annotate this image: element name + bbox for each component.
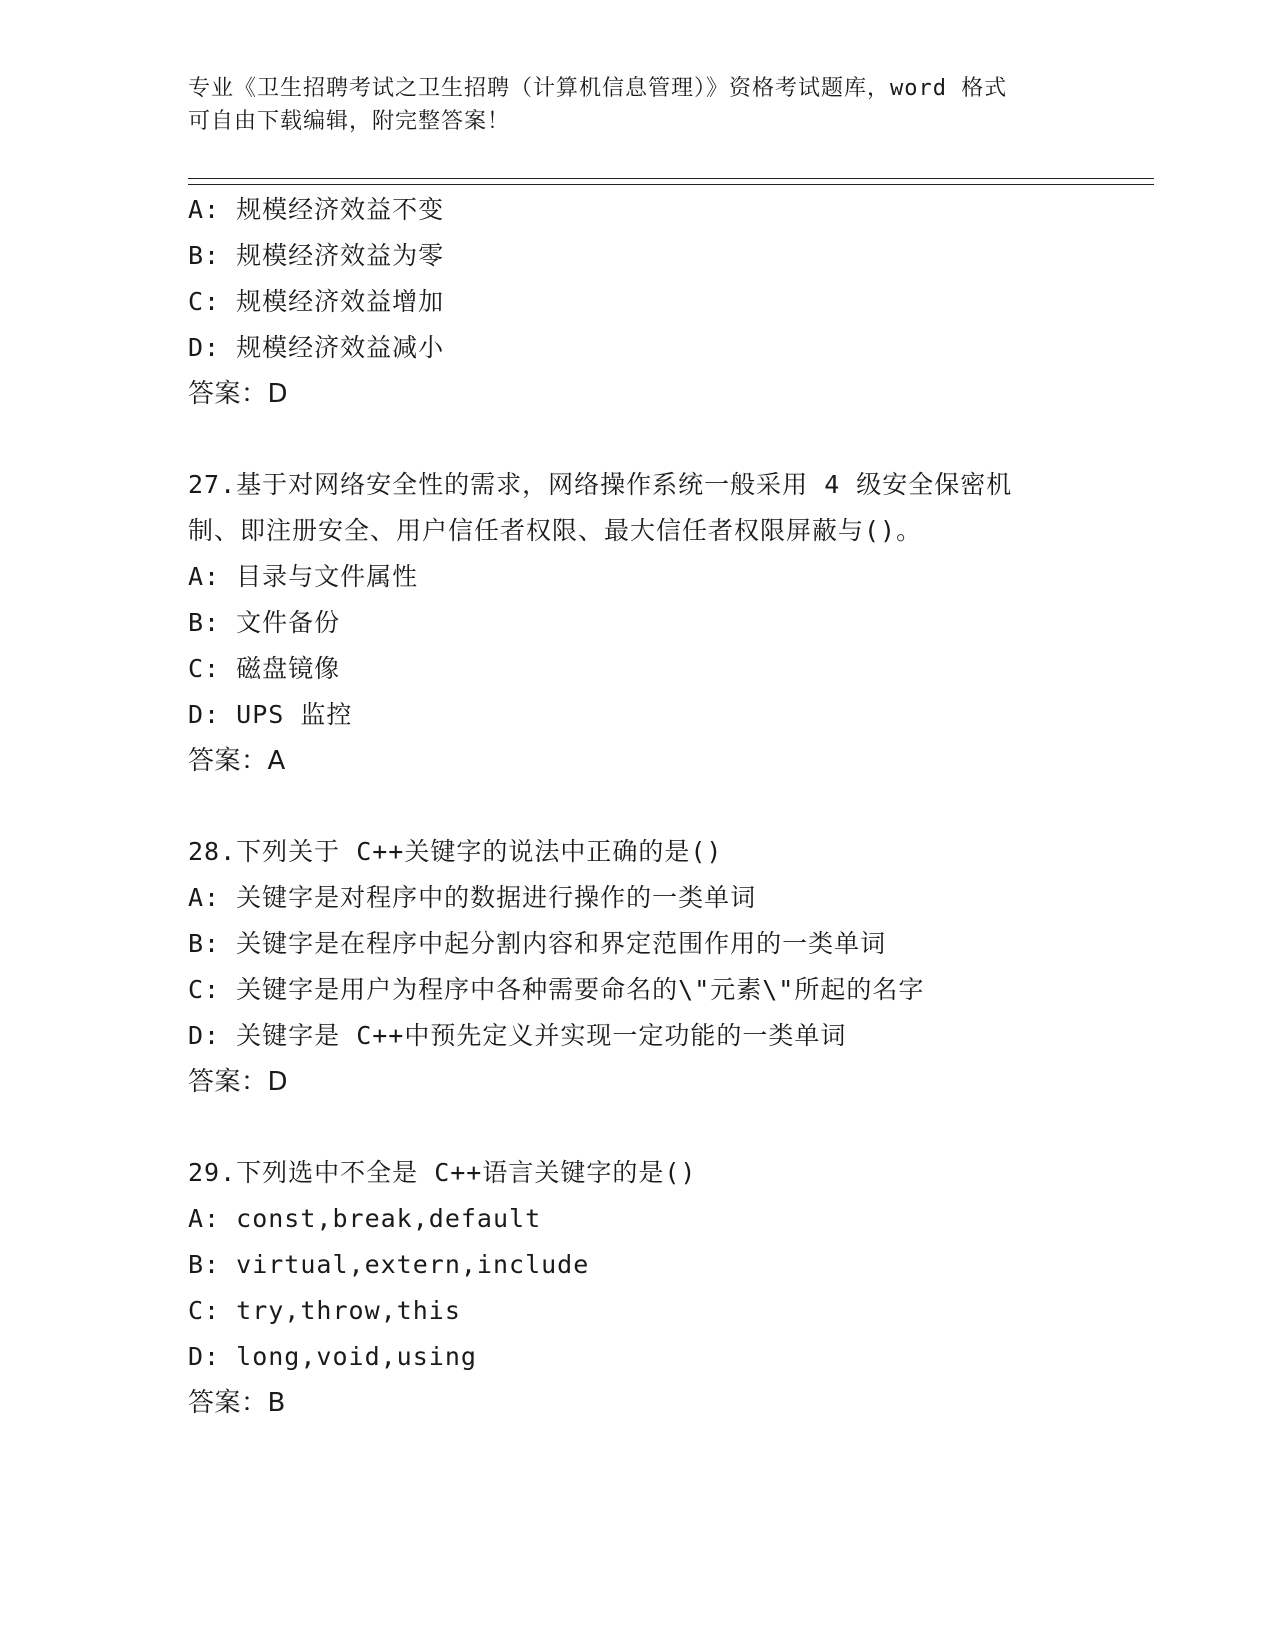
option-a: A: 目录与文件属性 bbox=[188, 562, 419, 591]
header-rule-bottom bbox=[188, 184, 1154, 185]
header-line-1: 专业《卫生招聘考试之卫生招聘（计算机信息管理）》资格考试题库，word 格式 bbox=[188, 76, 1008, 101]
option-d: D: 规模经济效益减小 bbox=[188, 333, 445, 362]
option-a: A: const,break,default bbox=[188, 1204, 542, 1233]
option-a: A: 规模经济效益不变 bbox=[188, 195, 445, 224]
option-c: C: try,throw,this bbox=[188, 1296, 461, 1325]
option-b: B: 文件备份 bbox=[188, 608, 341, 637]
option-c: C: 规模经济效益增加 bbox=[188, 287, 445, 316]
question-29-block bbox=[188, 1150, 1168, 1426]
header-line-2: 可自由下载编辑，附完整答案！ bbox=[188, 109, 511, 134]
option-d: D: long,void,using bbox=[188, 1342, 477, 1371]
option-a: A: 关键字是对程序中的数据进行操作的一类单词 bbox=[188, 883, 757, 912]
question-stem: 29.下列选中不全是 C++语言关键字的是() bbox=[188, 1158, 697, 1187]
spacer bbox=[188, 1105, 1168, 1150]
answer: 答案：A bbox=[188, 746, 286, 776]
option-b: B: 规模经济效益为零 bbox=[188, 241, 445, 270]
page-header bbox=[188, 72, 1088, 138]
question-stem-continued: 制、即注册安全、用户信任者权限、最大信任者权限屏蔽与()。 bbox=[188, 516, 923, 545]
option-c: C: 磁盘镜像 bbox=[188, 654, 341, 683]
question-27-block bbox=[188, 462, 1168, 784]
question-28-block bbox=[188, 829, 1168, 1105]
question-26-block bbox=[188, 187, 1168, 417]
option-d: D: 关键字是 C++中预先定义并实现一定功能的一类单词 bbox=[188, 1021, 847, 1050]
option-b: B: 关键字是在程序中起分割内容和界定范围作用的一类单词 bbox=[188, 929, 887, 958]
question-stem: 27.基于对网络安全性的需求，网络操作系统一般采用 4 级安全保密机 bbox=[188, 470, 1013, 499]
answer: 答案：D bbox=[188, 1067, 289, 1097]
answer: 答案：B bbox=[188, 1388, 286, 1418]
spacer bbox=[188, 784, 1168, 829]
spacer bbox=[188, 417, 1168, 462]
answer: 答案：D bbox=[188, 379, 289, 409]
option-d: D: UPS 监控 bbox=[188, 700, 353, 729]
header-rule-top bbox=[188, 178, 1154, 179]
question-stem: 28.下列关于 C++关键字的说法中正确的是() bbox=[188, 837, 723, 866]
document-body bbox=[188, 187, 1168, 1426]
option-c: C: 关键字是用户为程序中各种需要命名的\"元素\"所起的名字 bbox=[188, 975, 925, 1004]
option-b: B: virtual,extern,include bbox=[188, 1250, 590, 1279]
